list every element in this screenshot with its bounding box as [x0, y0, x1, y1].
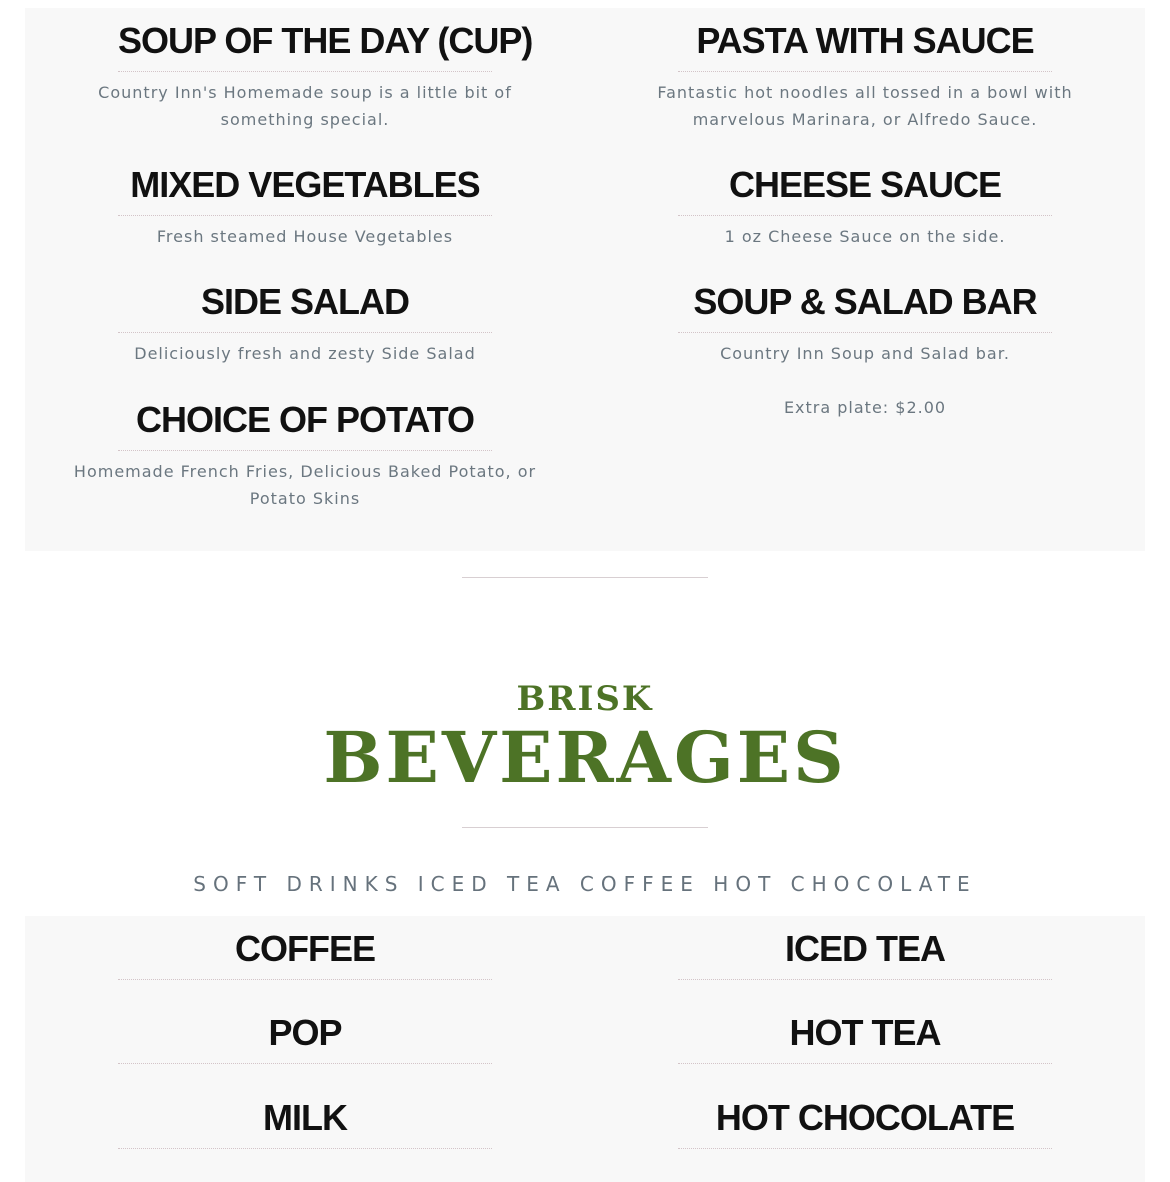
menu-item-name: POP	[118, 1013, 492, 1064]
menu-item-cheese-sauce	[585, 165, 1145, 250]
menu-item-description: Fresh steamed House Vegetables	[156, 227, 454, 246]
menu-item-name: SOUP & SALAD BAR	[678, 282, 1052, 333]
menu-item-iced-tea	[585, 929, 1145, 980]
menu-item-name: COFFEE	[118, 929, 492, 980]
menu-item-soup-of-the-day	[25, 21, 585, 133]
menu-item-name: SIDE SALAD	[118, 282, 492, 333]
menu-item-name: CHEESE SAUCE	[678, 165, 1052, 216]
menu-item-name: SOUP OF THE DAY (CUP)	[118, 21, 492, 72]
menu-item-name: CHOICE OF POTATO	[118, 400, 492, 451]
menu-item-name: PASTA WITH SAUCE	[678, 21, 1052, 72]
menu-item-description: Country Inn's Homemade soup is a little bit of something special.	[98, 83, 512, 129]
section-title: BEVERAGES	[323, 716, 847, 799]
menu-item-milk	[25, 1098, 585, 1149]
menu-item-pop	[25, 1013, 585, 1064]
section-kicker: BRISK	[516, 679, 654, 719]
menu-item-choice-of-potato	[25, 400, 585, 512]
menu-item-mixed-vegetables	[25, 165, 585, 250]
menu-item-description: Country Inn Soup and Salad bar.	[720, 344, 1010, 363]
menu-item-name: MILK	[118, 1098, 492, 1149]
menu-item-name: HOT TEA	[678, 1013, 1052, 1064]
menu-item-soup-salad-bar	[585, 282, 1145, 421]
menu-item-name: MIXED VEGETABLES	[118, 165, 492, 216]
section-divider	[462, 827, 708, 828]
menu-item-side-salad	[25, 282, 585, 367]
menu-item-description: Homemade French Fries, Delicious Baked Potato, or Potato Skins	[73, 462, 537, 508]
menu-item-description: Deliciously fresh and zesty Side Salad	[134, 344, 476, 363]
sides-menu-panel	[25, 8, 1145, 551]
section-subtitle: SOFT DRINKS ICED TEA COFFEE HOT CHOCOLATE	[193, 872, 977, 896]
menu-item-hot-chocolate	[585, 1098, 1145, 1149]
menu-item-name: ICED TEA	[678, 929, 1052, 980]
menu-item-description: Fantastic hot noodles all tossed in a bowl with marvelous Marinara, or Alfredo Sauce.	[657, 83, 1073, 129]
menu-item-extra-price: Extra plate: $2.00	[783, 398, 947, 417]
section-divider	[462, 577, 708, 578]
menu-item-hot-tea	[585, 1013, 1145, 1064]
menu-item-coffee	[25, 929, 585, 980]
menu-item-description: 1 oz Cheese Sauce on the side.	[724, 227, 1006, 246]
menu-item-pasta-with-sauce	[585, 21, 1145, 133]
menu-item-name: HOT CHOCOLATE	[678, 1098, 1052, 1149]
beverages-menu-panel	[25, 916, 1145, 1182]
